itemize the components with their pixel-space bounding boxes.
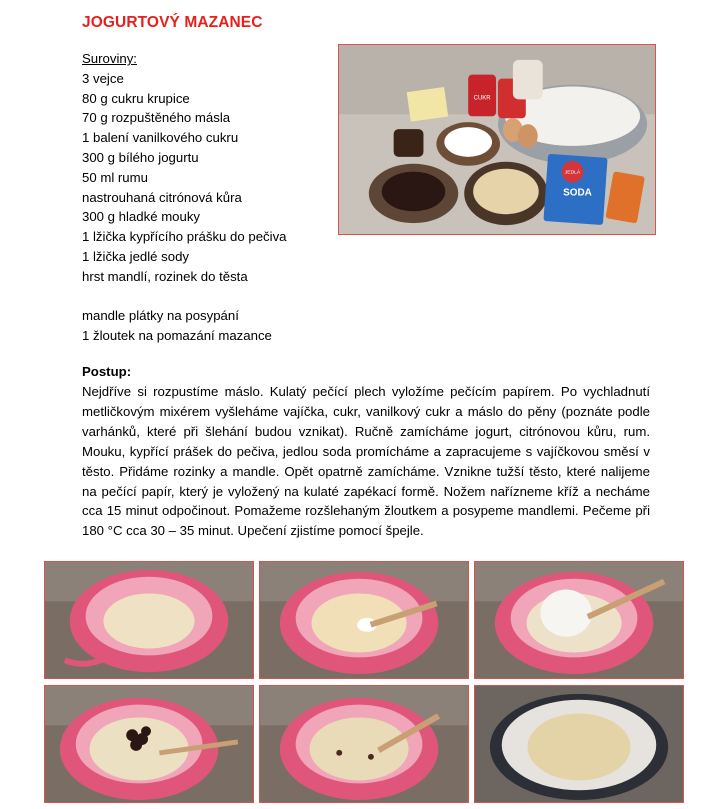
ingredient-item: 3 vejce bbox=[82, 70, 124, 86]
step-photo-1 bbox=[44, 561, 254, 679]
ingredient-item: nastrouhaná citrónová kůra bbox=[82, 189, 242, 205]
recipe-title: JOGURTOVÝ MAZANEC bbox=[82, 14, 263, 31]
ingredient-item: 300 g bílého jogurtu bbox=[82, 149, 199, 165]
step-photo-6 bbox=[474, 685, 684, 803]
step-photo-4 bbox=[44, 685, 254, 803]
ingredient-item: 70 g rozpuštěného másla bbox=[82, 110, 231, 126]
step-photo-3 bbox=[474, 561, 684, 679]
topping-item: 1 žloutek na pomazání mazance bbox=[82, 328, 272, 344]
ingredient-item: 1 lžička kypřícího prášku do pečiva bbox=[82, 229, 287, 245]
ingredient-item: 80 g cukru krupice bbox=[82, 90, 190, 106]
ingredient-item: hrst mandlí, rozinek do těsta bbox=[82, 268, 248, 284]
topping-item: mandle plátky na posypání bbox=[82, 308, 239, 324]
steps-text: Nejdříve si rozpustíme máslo. Kulatý pečící plech vyložíme pečícím papírem. Po vychladnutí metličkovým mixérem vyšleháme vajíčka, cukr, vanilkový cukr a máslo do pěny (poznáte podle varhánků, které při šlehání budou vznikat). Ručně zamícháme jogurt, citrónovou kůru, rum. Mouku, kypřící prášek do pečiva, jedlou soda promícháme a zapracujeme s vajíčkovou směsí v těsto. Přidáme rozinky a mandle. Opět opatrně zamícháme. Vznikne tužší těsto, které nalijeme na pečící papír, který je vyložený na kulaté zapékací formě. Nožem nařízneme kříž a necháme cca 15 minut odpočinout. Pomažeme rozšlehaným žloutkem a posypeme mandlemi. Pečeme při 180 °C cca 30 – 35 minut. Upečení zjistíme pomocí špejle. bbox=[82, 384, 650, 539]
ingredients-heading: Suroviny: bbox=[82, 51, 137, 66]
soda-packet-top-label: JEDLÁ bbox=[564, 170, 581, 176]
ingredient-item: 50 ml rumu bbox=[82, 169, 148, 185]
ingredient-item: 300 g hladké mouky bbox=[82, 209, 201, 225]
step-photo-2 bbox=[259, 561, 469, 679]
step-photo-5 bbox=[259, 685, 469, 803]
steps-heading: Postup: bbox=[82, 364, 132, 379]
ingredients-section bbox=[82, 49, 342, 346]
ingredient-item: 1 lžička jedlé sody bbox=[82, 248, 190, 264]
ingredient-item: 1 balení vanilkového cukru bbox=[82, 130, 239, 146]
sugar-packet-label: CUKR bbox=[473, 95, 491, 102]
ingredients-photo bbox=[338, 44, 656, 235]
soda-packet-label: SODA bbox=[563, 187, 592, 199]
